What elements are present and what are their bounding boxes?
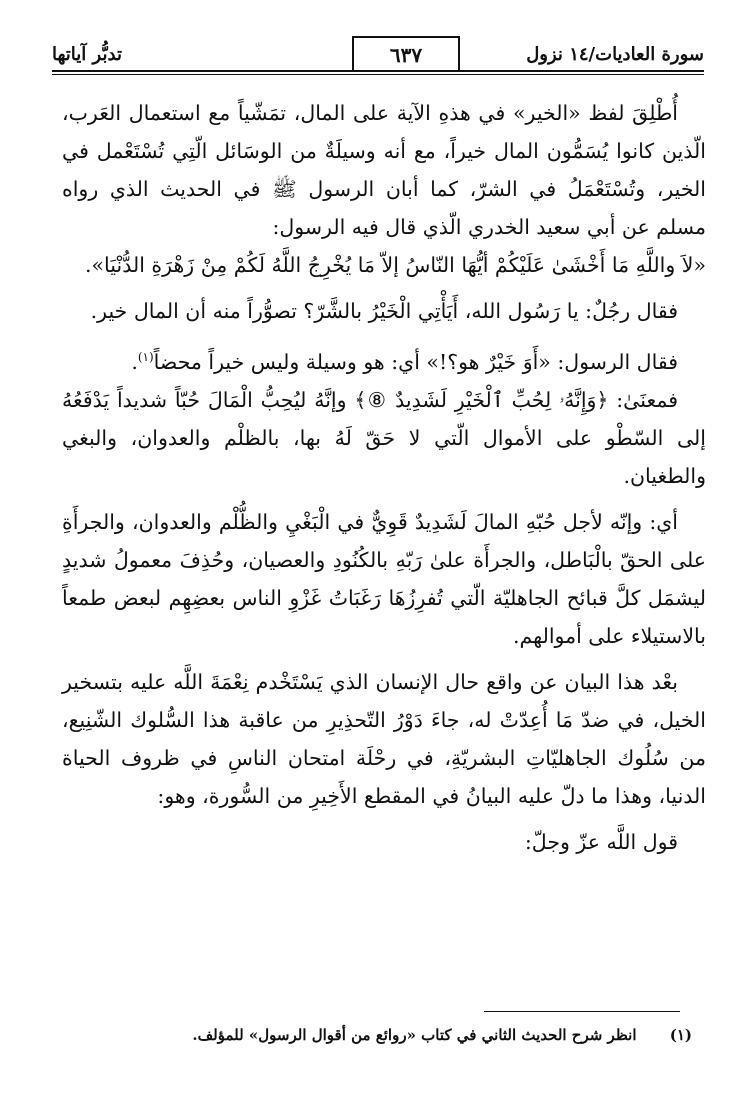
page-number: ٦٣٧	[352, 36, 460, 70]
footnote-number: (١)	[669, 1026, 692, 1044]
surah-title: سورة العاديات/١٤ نزول	[526, 44, 704, 65]
paragraph-prophet-reply: فقال الرسول: «أَوَ خَيْرٌ هو؟!» أي: هو وسيلة وليس خيراً محضاً$^{(١)}$.	[131, 349, 678, 374]
hadith-quote: «لاَ واللَّهِ مَا أَخْشَىٰ عَلَيْكُمْ أيُّهَا النّاسُ إلاّ مَا يُخْرِجُ اللَّهُ لَكُمْ مِنْ زَهْرَةِ الدُّنْيَا».	[85, 253, 706, 277]
footnote-separator	[484, 1011, 680, 1012]
paragraph-quote-intro: قول اللَّه عزّ وجلّ:	[524, 829, 678, 854]
paragraph-meaning: فمعنَىٰ: ﴿وَإِنَّهُۥ لِحُبِّ ٱلْخَيْرِ لَشَدِيدٌ ⑧﴾ وإنَّهُ ليُحِبُّ الْمَالَ حُبّاً شديداً يَدْفَعُهُ إلى السّطْو على الأموال الّتي لا حَقّ لَهُ بها، بالظلْم والعدوان، والبغي والطغيان.	[62, 387, 706, 488]
header-rule-thin	[52, 74, 704, 75]
footnote	[52, 1026, 692, 1044]
paragraph-explanation: أي: وإنّه لأجل حُبّهِ المالَ لَشَدِيدٌ قَوِيٌّ في الْبَغْيِ والظُّلْم والعدوان، والجرأَةِ على الحقّ بالْبَاطل، والجرأَة علىٰ رَبّهِ بالكُنُودِ والعصيان، وحُذِفَ معمولُ شديدٍ ليشمَل كلَّ قبائح الجاهليّة الّتي تُفرِزُهَا رَغَبَاتُ غَزْوِ الناس بعضِهِم لبعض طمعاً بالاستيلاء على أموالهم.	[62, 509, 706, 648]
header-rule	[52, 70, 704, 72]
paragraph-1: أُطْلِقَ لفظ «الخير» في هذهِ الآية على المال، تمَشّياً مع استعمال العَرب، الّذين كانوا يُسَمُّون المال خيراً، مع أنه وسيلَةٌ من الوسَائل الّتِي تُسْتَعْمل في الخير، وتُسْتَعْمَلُ في الشرّ، كما أبان الرسول ﷺ في الحديث الذي رواه مسلم عن أبي سعيد الخدري الّذي قال فيه الرسول:	[62, 101, 706, 239]
running-header	[52, 34, 704, 74]
reply-text: فقال الرسول: «أَوَ خَيْرٌ هو؟!» أي: هو وسيلة وليس خيراً محضاً	[153, 349, 678, 374]
footnote-text: انظر شرح الحديث الثاني في كتاب «روائع من أقوال الرسول» للمؤلف.	[192, 1026, 637, 1044]
paragraph-man-asked: فقال رجُلٌ: يا رَسُول الله، أَيَأْتِي الْخَيْرُ بالشَّرّ؟ تصوُّراً منه أن المال خير.	[90, 299, 678, 323]
main-text	[62, 94, 706, 861]
paragraph-after-statement: بعْد هذا البيان عن واقع حال الإنسان الذي يَسْتَخْدم نِعْمَةَ اللَّه عليه بتسخير الخيل، في ضدّ مَا أُعِدّتْ له، جاءَ دَوْرُ التّحذِيرِ من عاقبة هذا السُّلوك الشّنِيع، من سُلُوك الجاهليّاتِ البشريّةِ، في رحْلَة امتحان الناسِ في ظروف الحياة الدنيا، وهذا ما دلّ عليه البيانُ في المقطع الأَخِيرِ من السُّورة، وهو:	[62, 669, 706, 808]
book-title: تدبُّر آياتها	[52, 44, 122, 65]
footnote-marker[interactable]: (١)	[137, 350, 154, 364]
